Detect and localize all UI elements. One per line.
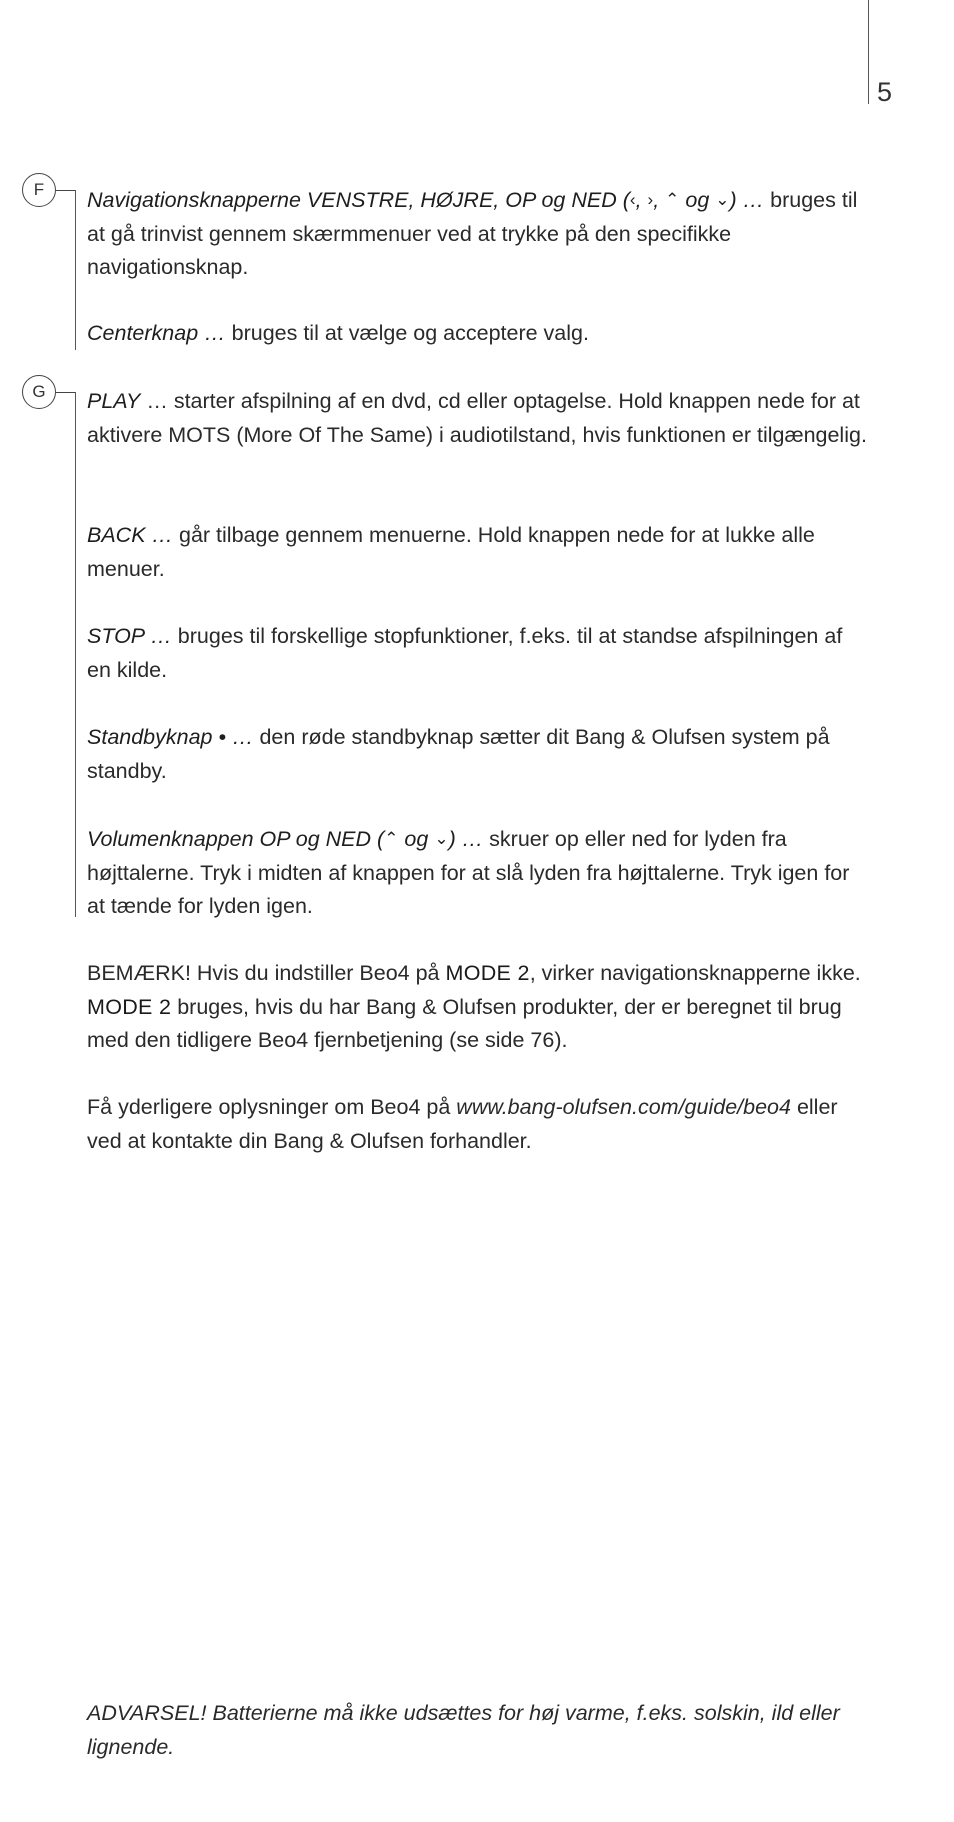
stop-text: bruges til forskellige stopfunktioner, f.eks. til at standse afspilningen af en kilde. bbox=[87, 624, 843, 682]
play-paragraph bbox=[87, 385, 872, 452]
play-text: … starter afspilning af en dvd, cd eller optagelse. Hold knappen nede for at aktivere MOTS (More Of The Same) i audiotilstand, hvis funktionen er tilgængelig. bbox=[87, 389, 867, 447]
volume-up-icon: ⌃ bbox=[384, 829, 399, 848]
play-lead: PLAY bbox=[87, 389, 141, 413]
note-text-1: BEMÆRK! Hvis du indstiller Beo4 på bbox=[87, 961, 446, 985]
standby-lead: Standbyknap • … bbox=[87, 725, 254, 749]
center-button-paragraph bbox=[87, 317, 872, 351]
volume-down-icon: ⌄ bbox=[434, 829, 449, 848]
mode-label-1: MODE 2 bbox=[445, 961, 530, 985]
info-paragraph bbox=[87, 1091, 872, 1158]
stop-lead: STOP … bbox=[87, 624, 172, 648]
center-button-lead: Centerknap … bbox=[87, 321, 226, 345]
nav-buttons-lead: Navigationsknapperne VENSTRE, HØJRE, OP og NED (‹, ›, ⌃ og ⌄) … bbox=[87, 188, 764, 212]
stop-paragraph bbox=[87, 620, 872, 687]
marker-f: F bbox=[22, 173, 56, 207]
info-text-1: Få yderligere oplysninger om Beo4 på bbox=[87, 1095, 457, 1119]
standby-paragraph bbox=[87, 721, 872, 788]
volume-lead: Volumenknappen OP og NED (⌃ og ⌄) … bbox=[87, 827, 483, 851]
volume-text: skruer op eller ned for lyden fra højttalerne. Tryk i midten af knappen for at slå lyden fra højttalerne. Tryk igen for at tænde for lyden igen. bbox=[87, 827, 850, 919]
guide-url-link[interactable]: www.bang-olufsen.com/guide/beo4 bbox=[456, 1095, 791, 1119]
center-button-text: bruges til at vælge og acceptere valg. bbox=[225, 321, 589, 345]
back-lead: BACK … bbox=[87, 523, 174, 547]
header-rule bbox=[868, 0, 869, 104]
marker-g: G bbox=[22, 375, 56, 409]
battery-warning: ADVARSEL! Batterierne må ikke udsættes for høj varme, f.eks. solskin, ild eller lignende. bbox=[87, 1701, 840, 1759]
section-g-bracket bbox=[75, 392, 76, 917]
page-number: 5 bbox=[877, 77, 893, 107]
standby-text: den røde standbyknap sætter dit Bang & Olufsen system på standby. bbox=[87, 725, 830, 783]
back-text: går tilbage gennem menuerne. Hold knappen nede for at lukke alle menuer. bbox=[87, 523, 815, 581]
up-arrow-icon: ⌃ bbox=[665, 190, 680, 209]
back-paragraph bbox=[87, 519, 872, 586]
note-text-3: bruges, hvis du har Bang & Olufsen produkter, der er beregnet til brug med den tidligere Beo4 fjernbetjening (se side 76). bbox=[87, 994, 842, 1053]
mode-label-2: MODE 2 bbox=[87, 994, 172, 1019]
nav-buttons-paragraph bbox=[87, 183, 872, 285]
mode-note-paragraph bbox=[87, 957, 872, 1058]
note-text-2: , virker navigationsknapperne ikke. bbox=[529, 961, 861, 985]
marker-f-tick bbox=[56, 190, 76, 191]
info-text-2: eller ved at kontakte din Bang & Olufsen forhandler. bbox=[87, 1095, 838, 1153]
nav-buttons-text: bruges til at gå trinvist gennem skærmmenuer ved at trykke på den specifikke navigationsknap. bbox=[87, 188, 858, 280]
left-arrow-icon: ‹ bbox=[629, 190, 636, 209]
down-arrow-icon: ⌄ bbox=[715, 190, 730, 209]
volume-paragraph bbox=[87, 822, 872, 924]
marker-g-tick bbox=[56, 392, 76, 393]
section-f-bracket bbox=[75, 190, 76, 350]
right-arrow-icon: › bbox=[647, 190, 654, 209]
